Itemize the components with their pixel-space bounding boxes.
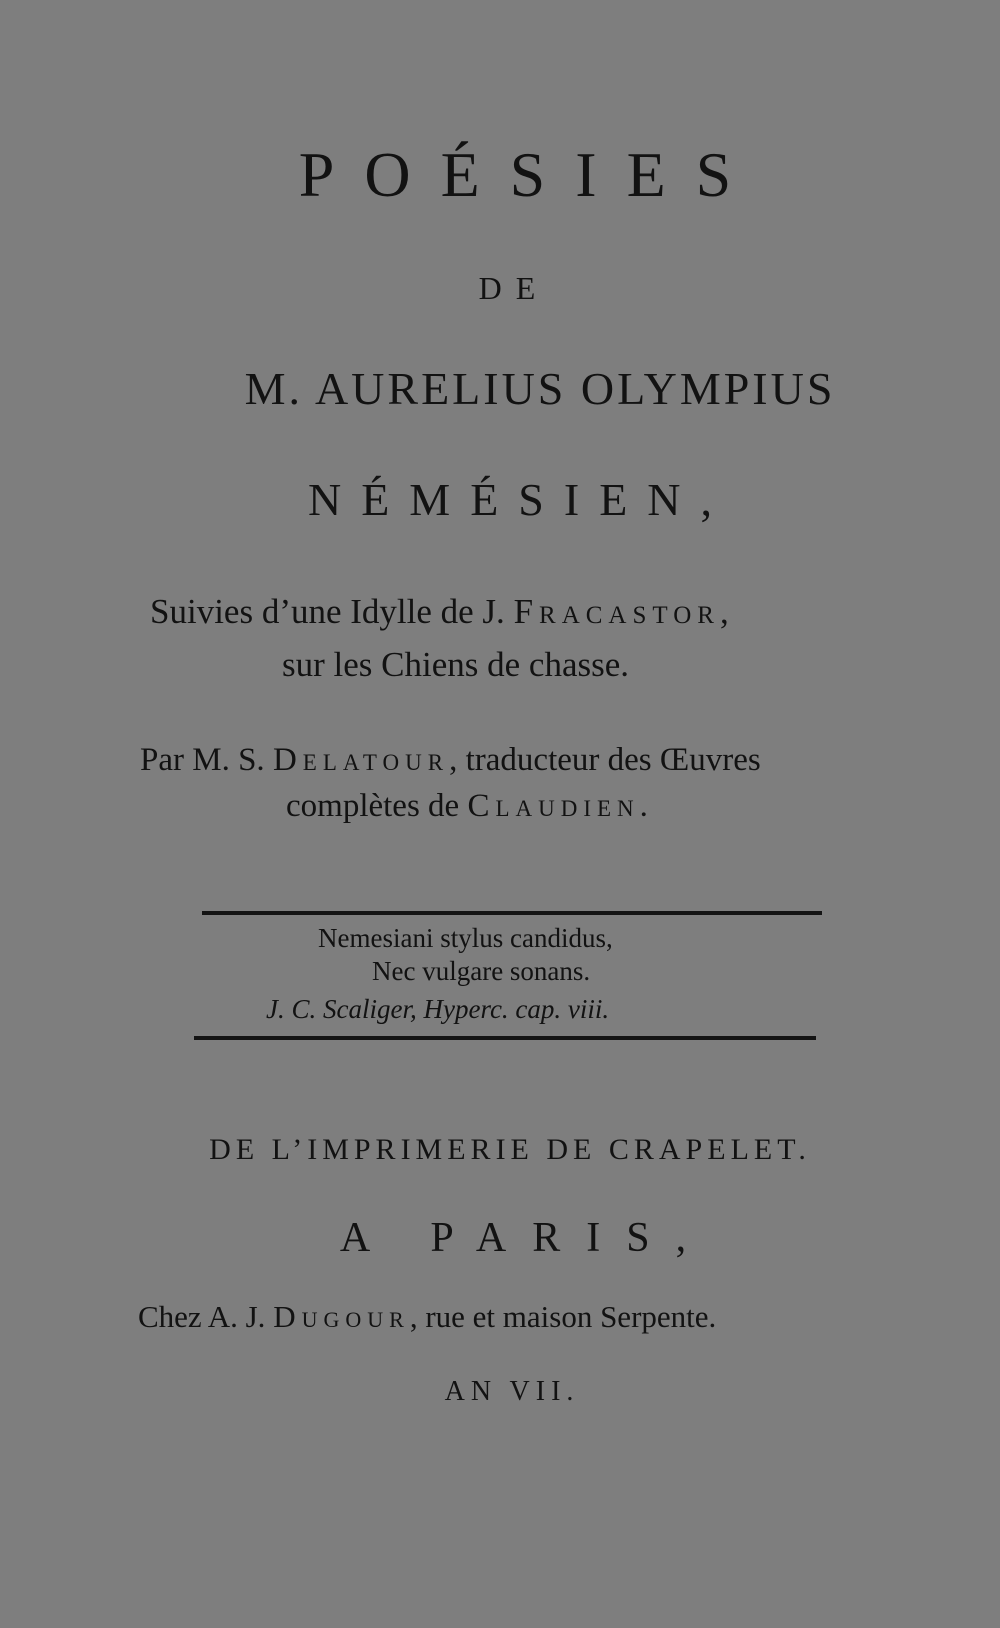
subtitle-suffix: , (719, 592, 729, 631)
date-line: AN VII. (444, 1376, 580, 1407)
subtitle-line-2: sur les Chiens de chasse. (282, 645, 630, 684)
subtitle-author-name: Fracastor (513, 592, 720, 631)
translator-name: Delatour (272, 742, 450, 778)
publisher-prefix: Chez A. J. (138, 1299, 274, 1334)
translator-line2-prefix: complètes de (286, 788, 468, 824)
publisher-name: Dugour (273, 1299, 410, 1334)
epigraph-line-2: Nec vulgare sonans. (372, 956, 591, 986)
preposition-de: DE (478, 270, 550, 306)
epigraph-top-rule (202, 911, 822, 915)
title: POÉSIES (298, 139, 762, 210)
subtitle-prefix: Suivies d’une Idylle de J. (150, 592, 514, 631)
city-line: A PARIS, (339, 1215, 713, 1261)
translator-line-2 (286, 788, 886, 825)
author-line-2: NÉMÉSIEN, (307, 474, 733, 525)
translator-suffix: , traducteur des Œuvres (449, 742, 761, 778)
epigraph-line-1: Nemesiani stylus candidus, (318, 923, 613, 953)
author-line-1: M. AURELIUS OLYMPIUS (244, 363, 836, 414)
translator-prefix: Par M. S. (140, 742, 273, 778)
epigraph-attribution: J. C. Scaliger, Hyperc. cap. viii. (266, 994, 610, 1024)
publisher-line (138, 1299, 938, 1335)
publisher-suffix: , rue et maison Serpente. (409, 1299, 717, 1334)
translator-line-1 (140, 742, 940, 779)
claudien-name: Claudien (467, 788, 640, 824)
printer-line: DE L’IMPRIMERIE DE CRAPELET. (209, 1133, 811, 1166)
translator-line2-suffix: . (639, 788, 648, 824)
epigraph-bottom-rule (194, 1036, 816, 1040)
subtitle-line-1 (150, 592, 900, 632)
